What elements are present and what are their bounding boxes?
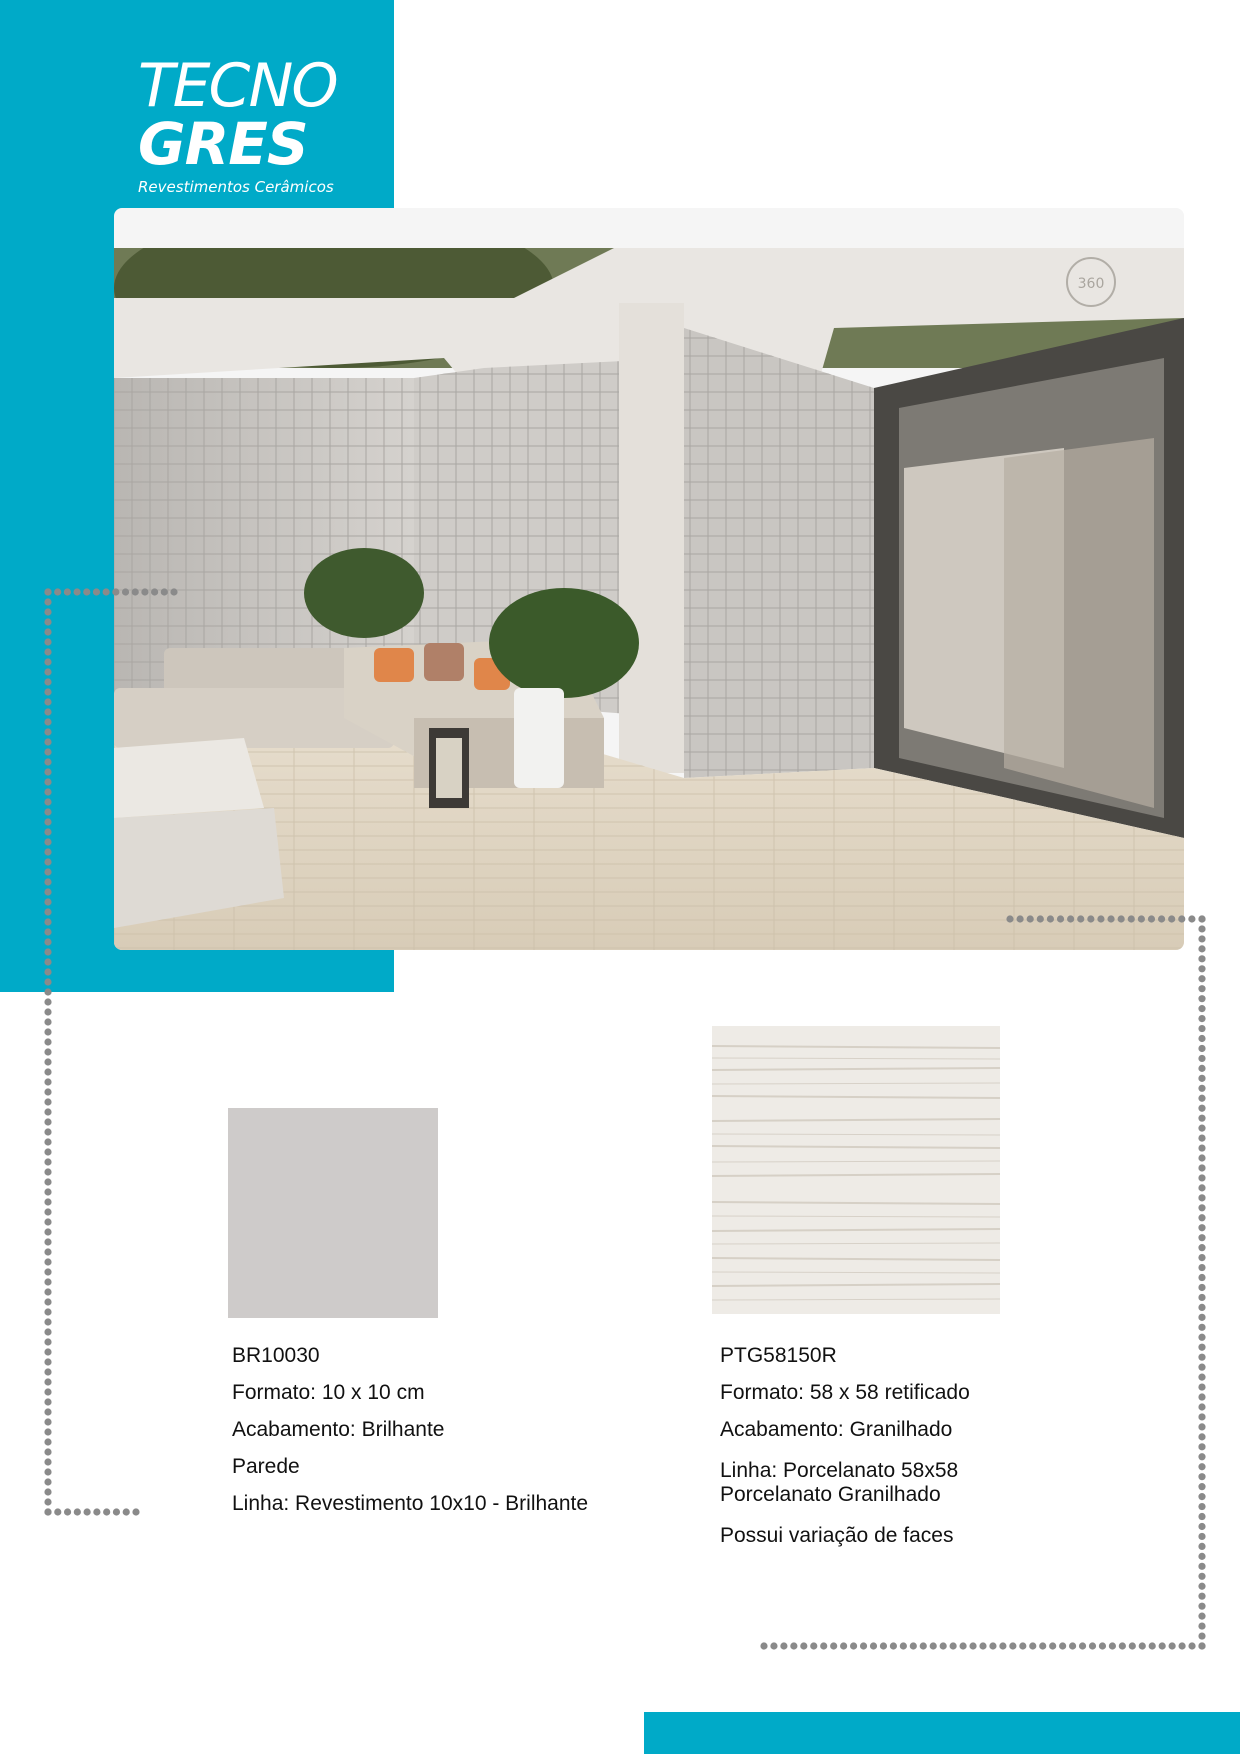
decorative-dot <box>1069 1642 1076 1649</box>
decorative-dot <box>850 1642 857 1649</box>
decorative-dot <box>860 1642 867 1649</box>
decorative-dot <box>44 1108 51 1115</box>
product-info-ptg58150r <box>720 1344 970 1561</box>
decorative-dot <box>1198 1304 1205 1311</box>
decorative-dot <box>44 1438 51 1445</box>
decorative-dot <box>1198 1573 1205 1580</box>
decorative-dot <box>1198 1533 1205 1540</box>
decorative-dot <box>969 1642 976 1649</box>
decorative-dot <box>780 1642 787 1649</box>
ambient-photo-card <box>114 208 1184 950</box>
decorative-dot <box>1019 1642 1026 1649</box>
decorative-dot <box>1198 1334 1205 1341</box>
decorative-dot <box>44 1268 51 1275</box>
decorative-dot <box>1049 1642 1056 1649</box>
decorative-dot <box>1198 1364 1205 1371</box>
decorative-dot <box>1198 1314 1205 1321</box>
decorative-dot <box>44 1348 51 1355</box>
decorative-dot <box>44 1388 51 1395</box>
decorative-dot <box>760 1642 767 1649</box>
decorative-dot <box>44 1408 51 1415</box>
decorative-dot <box>1198 1085 1205 1092</box>
decorative-dot <box>44 1398 51 1405</box>
decorative-dot <box>44 1078 51 1085</box>
decorative-dot <box>64 1508 71 1515</box>
decorative-dot <box>44 1418 51 1425</box>
product-finish: Acabamento: Brilhante <box>232 1418 445 1441</box>
decorative-dot <box>890 1642 897 1649</box>
decorative-dot <box>1198 1204 1205 1211</box>
decorative-dot <box>1198 1264 1205 1271</box>
decorative-dot <box>930 1642 937 1649</box>
decorative-dot <box>44 1258 51 1265</box>
decorative-dot <box>1198 1055 1205 1062</box>
decorative-dot <box>44 1238 51 1245</box>
decorative-dot <box>44 1208 51 1215</box>
decorative-dot <box>1198 985 1205 992</box>
decorative-dot <box>1198 1393 1205 1400</box>
decorative-dot <box>940 1642 947 1649</box>
decorative-dot <box>44 1098 51 1105</box>
decorative-dot <box>989 1642 996 1649</box>
decorative-dot <box>44 1128 51 1135</box>
decorative-dot <box>1198 1294 1205 1301</box>
product-line-continued: Porcelanato Granilhado <box>720 1483 941 1506</box>
decorative-dot <box>44 1158 51 1165</box>
decorative-dot <box>1198 1154 1205 1161</box>
decorative-dot <box>1198 975 1205 982</box>
decorative-dot <box>1198 1433 1205 1440</box>
decorative-dot <box>1198 1453 1205 1460</box>
decorative-dot <box>1039 1642 1046 1649</box>
decorative-dot <box>44 998 51 1005</box>
decorative-dot <box>999 1642 1006 1649</box>
decorative-dot <box>1198 1025 1205 1032</box>
decorative-dot <box>1029 1642 1036 1649</box>
decorative-dot <box>44 1468 51 1475</box>
decorative-dot <box>1198 1513 1205 1520</box>
decorative-dot <box>44 1278 51 1285</box>
swatch-br10030 <box>228 1108 438 1318</box>
decorative-dot <box>790 1642 797 1649</box>
product-finish: Acabamento: Granilhado <box>720 1418 953 1441</box>
decorative-dot <box>1198 1423 1205 1430</box>
decorative-dot <box>44 1328 51 1335</box>
decorative-dot <box>44 1178 51 1185</box>
decorative-dot <box>840 1642 847 1649</box>
decorative-dot <box>880 1642 887 1649</box>
product-format: Formato: 58 x 58 retificado <box>720 1381 970 1404</box>
tecnogres-logo <box>138 51 337 196</box>
decorative-dot <box>1198 935 1205 942</box>
decorative-dot <box>44 1378 51 1385</box>
decorative-dot <box>44 1298 51 1305</box>
decorative-dot <box>1198 1065 1205 1072</box>
decorative-dot <box>1198 925 1205 932</box>
360-badge-text: 360 <box>1077 276 1105 292</box>
brand-bottom-bar <box>644 1712 1240 1754</box>
decorative-dot <box>93 1508 100 1515</box>
decorative-dot <box>54 1508 61 1515</box>
decorative-dot <box>1129 1642 1136 1649</box>
product-info-br10030 <box>232 1344 588 1529</box>
decorative-dot <box>84 1508 91 1515</box>
decorative-dot <box>1198 1244 1205 1251</box>
decorative-dot <box>1059 1642 1066 1649</box>
decorative-dot <box>44 1168 51 1175</box>
decorative-dot <box>1198 1383 1205 1390</box>
decorative-dot <box>44 1428 51 1435</box>
decorative-dot <box>1198 1095 1205 1102</box>
decorative-dot <box>1198 1234 1205 1241</box>
decorative-dot <box>1198 1413 1205 1420</box>
decorative-dot <box>1198 1622 1205 1629</box>
decorative-dot <box>113 1508 120 1515</box>
decorative-dot <box>44 1048 51 1055</box>
decorative-dot <box>950 1642 957 1649</box>
decorative-dot <box>44 1008 51 1015</box>
decorative-dot <box>74 1508 81 1515</box>
decorative-dot <box>1198 945 1205 952</box>
decorative-dot <box>44 1448 51 1455</box>
decorative-dot <box>1099 1642 1106 1649</box>
decorative-dot <box>1119 1642 1126 1649</box>
decorative-dot <box>44 1368 51 1375</box>
decorative-dot <box>820 1642 827 1649</box>
decorative-dot <box>44 1308 51 1315</box>
decorative-dot <box>1198 1483 1205 1490</box>
product-line: Linha: Porcelanato 58x58 <box>720 1459 959 1482</box>
decorative-dot <box>1198 1642 1205 1649</box>
decorative-dot <box>1198 1075 1205 1082</box>
decorative-dot <box>1178 1642 1185 1649</box>
decorative-dot <box>44 1228 51 1235</box>
decorative-dot <box>1079 1642 1086 1649</box>
decorative-dot <box>44 1118 51 1125</box>
decorative-dot <box>1198 1354 1205 1361</box>
decorative-dot <box>44 1508 51 1515</box>
decorative-dot <box>44 1088 51 1095</box>
decorative-dot <box>1188 915 1195 922</box>
decorative-dot <box>44 1288 51 1295</box>
decorative-dot <box>1198 1134 1205 1141</box>
decorative-dot <box>920 1642 927 1649</box>
decorative-dot <box>44 1478 51 1485</box>
decorative-dot <box>44 1198 51 1205</box>
decorative-dot <box>1198 1613 1205 1620</box>
decorative-dot <box>1198 1164 1205 1171</box>
decorative-dot <box>44 1318 51 1325</box>
decorative-dot <box>1198 1642 1205 1649</box>
product-note: Possui variação de faces <box>720 1524 954 1547</box>
decorative-dot <box>1198 1015 1205 1022</box>
decorative-dot <box>1198 955 1205 962</box>
decorative-dot <box>979 1642 986 1649</box>
decorative-dot <box>1198 1194 1205 1201</box>
decorative-dot <box>1198 1184 1205 1191</box>
decorative-dot <box>959 1642 966 1649</box>
decorative-dot <box>1198 1214 1205 1221</box>
decorative-dot <box>44 1188 51 1195</box>
decorative-dot <box>870 1642 877 1649</box>
decorative-dot <box>810 1642 817 1649</box>
decorative-dot <box>1198 1174 1205 1181</box>
logo-line-2: GRES <box>138 110 308 178</box>
decorative-dot <box>44 1028 51 1035</box>
decorative-dot <box>44 1058 51 1065</box>
decorative-dot <box>770 1642 777 1649</box>
decorative-dot <box>1198 1403 1205 1410</box>
decorative-dot <box>1139 1642 1146 1649</box>
decorative-dot <box>44 1358 51 1365</box>
decorative-dot <box>44 1148 51 1155</box>
product-code: BR10030 <box>232 1344 320 1367</box>
decorative-dot <box>830 1642 837 1649</box>
product-usage: Parede <box>232 1455 300 1478</box>
decorative-dot <box>44 1068 51 1075</box>
decorative-dot <box>1149 1642 1156 1649</box>
decorative-dot <box>44 1248 51 1255</box>
decorative-dot <box>44 1038 51 1045</box>
decorative-dot <box>44 1458 51 1465</box>
decorative-dot <box>1169 1642 1176 1649</box>
decorative-dot <box>103 1508 110 1515</box>
decorative-dot <box>1198 915 1205 922</box>
decorative-dot <box>44 1138 51 1145</box>
decorative-dot <box>1198 1045 1205 1052</box>
decorative-dot <box>1198 1035 1205 1042</box>
decorative-dot <box>1198 1583 1205 1590</box>
decorative-dot <box>44 1508 51 1515</box>
decorative-dot <box>1198 1473 1205 1480</box>
decorative-dot <box>1198 1115 1205 1122</box>
decorative-dot <box>1198 1224 1205 1231</box>
decorative-dot <box>1198 1125 1205 1132</box>
logo-line-1: TECNO <box>138 51 337 121</box>
product-line: Linha: Revestimento 10x10 - Brilhante <box>232 1492 589 1515</box>
decorative-dot <box>44 1218 51 1225</box>
decorative-dot <box>132 1508 139 1515</box>
decorative-dot <box>1198 1274 1205 1281</box>
decorative-dot <box>1198 995 1205 1002</box>
decorative-dot <box>123 1508 130 1515</box>
logo-tagline: Revestimentos Cerâmicos <box>138 178 334 196</box>
decorative-dot <box>1198 965 1205 972</box>
product-code: PTG58150R <box>720 1344 837 1367</box>
decorative-dot <box>1198 1324 1205 1331</box>
decorative-dot <box>1188 1642 1195 1649</box>
decorative-dot <box>1198 1523 1205 1530</box>
decorative-dot <box>1089 1642 1096 1649</box>
decorative-dot <box>44 1338 51 1345</box>
decorative-dot <box>1009 1642 1016 1649</box>
decorative-dot <box>1198 1463 1205 1470</box>
product-format: Formato: 10 x 10 cm <box>232 1381 425 1404</box>
decorative-dot <box>1198 1374 1205 1381</box>
decorative-dot <box>1198 1603 1205 1610</box>
decorative-dot <box>1198 1005 1205 1012</box>
decorative-dot <box>1198 1443 1205 1450</box>
decorative-dot <box>910 1642 917 1649</box>
decorative-dot <box>44 1018 51 1025</box>
decorative-dot <box>1198 1593 1205 1600</box>
decorative-dot <box>1198 1344 1205 1351</box>
decorative-dot <box>44 1498 51 1505</box>
decorative-dot <box>1198 1254 1205 1261</box>
decorative-dot <box>1198 1632 1205 1639</box>
decorative-dot <box>1198 1543 1205 1550</box>
decorative-dot <box>1198 1563 1205 1570</box>
decorative-dot <box>1198 1503 1205 1510</box>
decorative-dot <box>1198 1553 1205 1560</box>
decorative-dot <box>800 1642 807 1649</box>
decorative-dot <box>1198 1144 1205 1151</box>
decorative-dot <box>44 1488 51 1495</box>
swatch-ptg58150r <box>712 1026 1000 1314</box>
decorative-dot <box>1198 915 1205 922</box>
decorative-dot <box>1109 1642 1116 1649</box>
decorative-dot <box>1198 1493 1205 1500</box>
ambient-photo <box>114 248 1184 950</box>
decorative-dot <box>900 1642 907 1649</box>
decorative-dot <box>1198 1284 1205 1291</box>
decorative-dot <box>1159 1642 1166 1649</box>
decorative-dot <box>1198 1105 1205 1112</box>
